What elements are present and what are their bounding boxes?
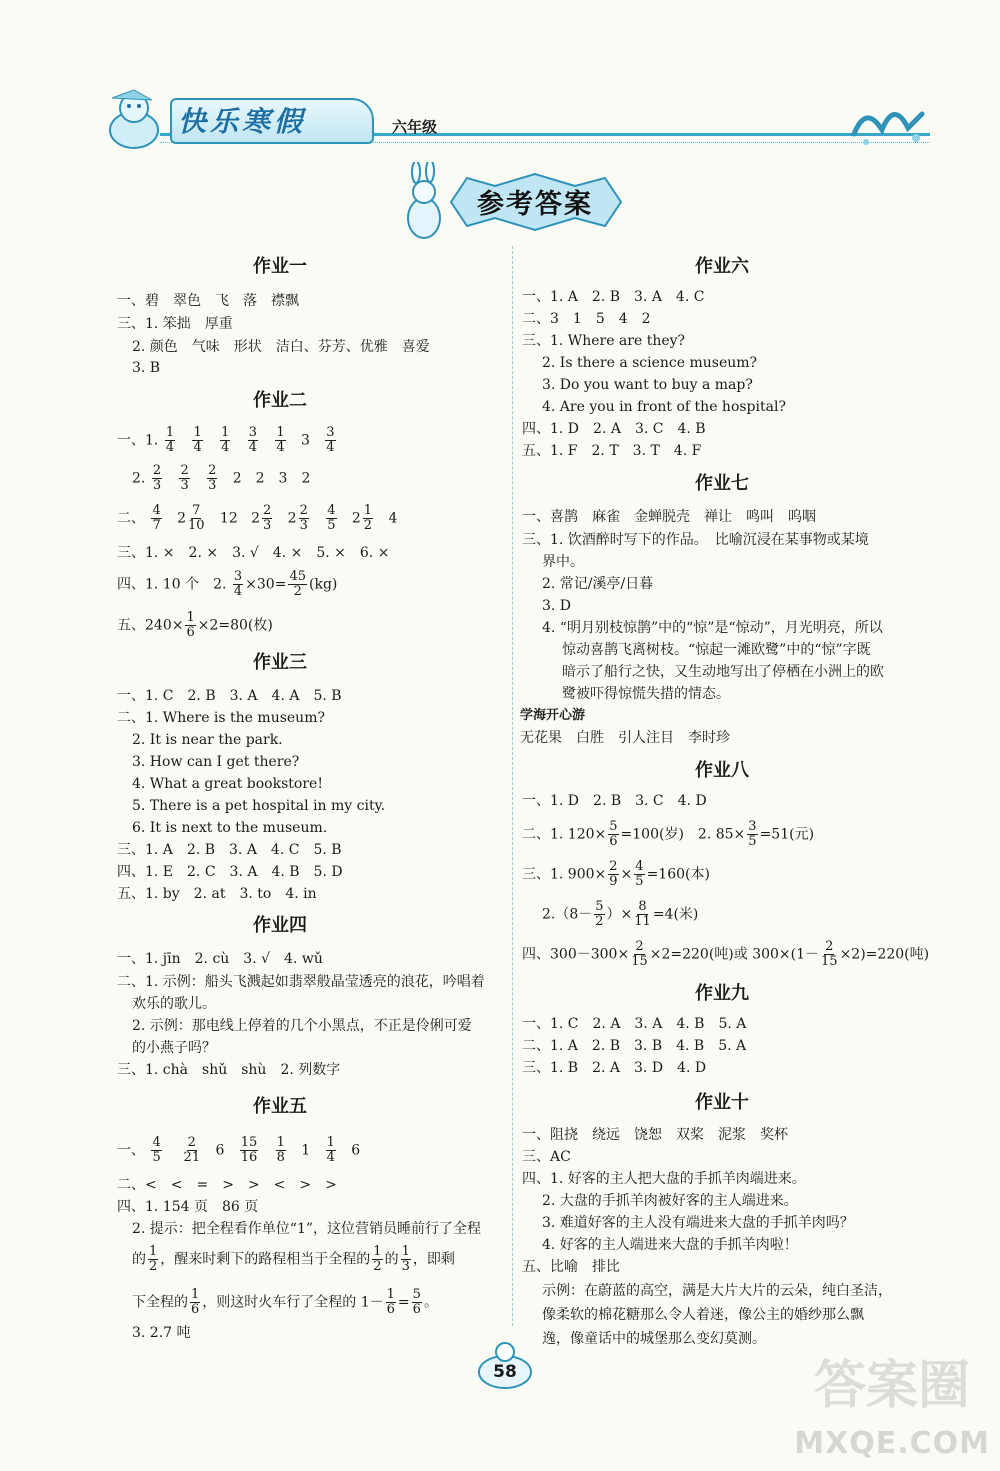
hw4-line5: 的小燕子吗？: [132, 1040, 216, 1056]
hw2-row1-value: 3: [301, 432, 310, 449]
hw9-line2: 二、1. A 2. B 3. B 4. B 5. A: [522, 1038, 747, 1054]
hw7-line8: 暗示了船行之快，又生动地写出了停栖在小洲上的欧: [562, 664, 884, 680]
hw5-row1: [117, 1136, 360, 1165]
hw5-line7: 3. 2.7 吨: [132, 1325, 191, 1341]
hw4-line2: 二、1. 示例：船头飞溅起如翡翠般晶莹透亮的浪花，吟唱着: [117, 974, 485, 990]
hw2-row1-prefix: 一、1.: [117, 432, 159, 449]
text: 。: [423, 1294, 438, 1311]
hw3-line10: 五、1. by 2. at 3. to 4. in: [117, 886, 317, 902]
hw10-line3: 四、1. 好客的主人把大盘的手抓羊肉端进来。: [522, 1171, 806, 1187]
hw6-line7: 四、1. D 2. A 3. C 4. B: [522, 421, 706, 437]
text: ×: [620, 866, 633, 883]
hw5-line3: 四、1. 154 页 86 页: [117, 1199, 259, 1215]
fraction: $\frac{3}{4}$: [326, 425, 335, 455]
mixed-whole: 2: [351, 510, 361, 527]
hw7-line6: 4. “明月别枝惊鹊”中的“惊”是“惊动”，月光明亮，所以: [542, 620, 883, 636]
hw2-row6-prefix: 五、240×: [117, 617, 184, 634]
right-column: [512, 0, 1000, 1471]
grade-label: 六年级: [392, 118, 438, 136]
hw2-row1: [117, 426, 338, 455]
hw6-line4: 2. Is there a science museum?: [542, 355, 758, 371]
hw3-line6: 5. There is a pet hospital in my city.: [132, 798, 386, 814]
page-title: 参考答案: [477, 189, 593, 220]
hw6-line3: 三、1. Where are they?: [522, 333, 686, 349]
sub-heading: 学海开心游: [520, 708, 586, 723]
fraction: $\frac{2}{15}$: [821, 939, 838, 969]
hw2-row5-mid: ×30=: [245, 576, 287, 593]
fraction: $\frac{1}{4}$: [276, 425, 285, 455]
fraction: $\frac{2}{21}$: [183, 1135, 201, 1165]
hw5-line2: 二、< < = > > < > >: [117, 1177, 337, 1193]
text: =: [397, 1294, 410, 1311]
hw3-line2: 二、1. Where is the museum?: [117, 710, 325, 726]
fraction: $\frac{3}{4}$: [233, 569, 243, 599]
hw7-line2: 三、1. 饮酒醉时写下的作品。 比喻沉浸在某事物或某境: [522, 532, 869, 548]
text: =100(岁) 2. 85×: [620, 826, 746, 843]
text: 的: [132, 1251, 146, 1268]
hw10-line9: 像柔软的棉花糖那么令人着迷，像公主的婚纱那么飘: [542, 1307, 864, 1323]
hw5-line5: [132, 1245, 455, 1274]
hw7-line1: 一、喜鹊 麻雀 金蝉脱壳 禅让 鸣叫 呜咽: [522, 509, 816, 525]
hw8-line3: [522, 860, 710, 889]
hw2-row6: [117, 611, 273, 640]
hw5-line4: 2. 提示：把全程看作单位“1”，这位营销员睡前行了全程: [132, 1221, 482, 1237]
fraction: $\frac{5}{2}$: [595, 899, 604, 929]
fraction: $\frac{7}{10}$: [188, 503, 205, 533]
fraction: $\frac{2}{3}$: [208, 463, 217, 493]
watermark-url: MXQE.COM: [794, 1426, 990, 1461]
hw3-line8: 三、1. A 2. B 3. A 4. C 5. B: [117, 842, 342, 858]
hw2-row2-values: 2 2 3 2: [232, 470, 311, 487]
heading-hw5: 作业五: [253, 1096, 307, 1117]
hw7-line10: 无花果 白胜 引人注目 李时珍: [520, 730, 730, 746]
text: =51(元): [759, 826, 815, 843]
text: ）×: [606, 906, 633, 923]
hw1-line4: 3. B: [132, 360, 161, 376]
fraction: $\frac{1}{2}$: [149, 1244, 158, 1274]
fraction: $\frac{4}{5}$: [152, 1135, 161, 1165]
whole-number: 6: [351, 1142, 361, 1159]
heading-hw1: 作业一: [253, 256, 307, 277]
fraction: $\frac{4}{5}$: [327, 503, 336, 533]
hw6-line5: 3. Do you want to buy a map?: [542, 377, 753, 393]
text: ×2)=220(吨): [839, 946, 930, 963]
hw2-row3-prefix: 二、: [117, 510, 145, 527]
hw1-line2: 三、1. 笨拙 厚重: [117, 316, 233, 332]
hw2-row5-prefix: 四、1. 10 个 2.: [117, 576, 227, 593]
fraction: $\frac{2}{9}$: [609, 859, 618, 889]
hw10-line2: 三、AC: [522, 1149, 571, 1165]
text: 二、1. 120×: [522, 826, 607, 843]
fraction: $\frac{1}{4}$: [193, 425, 202, 455]
fraction: $\frac{2}{15}$: [631, 939, 648, 969]
text: 三、1. 900×: [522, 866, 607, 883]
hw2-row5-tail: (kg): [309, 576, 338, 593]
fraction: $\frac{1}{6}$: [386, 1287, 395, 1317]
page-number: 58: [493, 1362, 517, 1382]
banner-title: 快乐寒假: [178, 105, 307, 138]
hw10-line5: 3. 难道好客的主人没有端进来大盘的手抓羊肉吗？: [542, 1215, 854, 1231]
fraction: $\frac{2}{3}$: [263, 503, 272, 533]
hw8-line4: [542, 900, 698, 929]
mixed-whole: 2: [287, 510, 297, 527]
whole-number: 4: [388, 510, 398, 527]
hw3-line9: 四、1. E 2. C 3. A 4. B 5. D: [117, 864, 343, 880]
fraction: $\frac{2}{3}$: [180, 463, 189, 493]
text: 四、300－300×: [522, 946, 630, 963]
heading-hw10: 作业十: [695, 1092, 749, 1113]
hw10-line4: 2. 大盘的手抓羊肉被好客的主人端进来。: [542, 1193, 798, 1209]
fraction: $\frac{2}{3}$: [152, 463, 162, 493]
hw10-line6: 4. 好客的主人端进来大盘的手抓羊肉啦！: [542, 1237, 798, 1253]
hw2-row3: [117, 504, 397, 533]
hw3-line1: 一、1. C 2. B 3. A 4. A 5. B: [117, 688, 342, 704]
text: =160(本): [646, 866, 710, 883]
fraction: $\frac{3}{5}$: [748, 819, 757, 849]
text: ×2=220(吨)或 300×(1－: [649, 946, 820, 963]
fraction: $\frac{2}{3}$: [299, 503, 308, 533]
hw10-line10: 逸，像童话中的城堡那么变幻莫测。: [542, 1331, 766, 1347]
hw3-line4: 3. How can I get there?: [132, 754, 300, 770]
watermark: [700, 1343, 990, 1463]
text: =4(米): [652, 906, 699, 923]
hw7-line9: 鹭被吓得惊慌失措的情态。: [562, 686, 730, 702]
hw3-line5: 4. What a great bookstore!: [132, 776, 323, 792]
mixed-whole: 2: [251, 510, 261, 527]
heading-hw9: 作业九: [695, 983, 749, 1004]
hw2-row5: [117, 570, 337, 599]
text: ，则这时火车行了全程的 1－: [202, 1294, 384, 1311]
text: 下全程的: [132, 1294, 188, 1311]
heading-hw6: 作业六: [695, 256, 749, 277]
heading-hw7: 作业七: [695, 473, 749, 494]
mixed-whole: 2: [177, 510, 187, 527]
fraction: $\frac{1}{2}$: [373, 1244, 382, 1274]
hw10-line7: 五、比喻 排比: [522, 1259, 620, 1275]
hw1-line3: 2. 颜色 气味 形状 洁白、芬芳、优雅 喜爱: [132, 339, 430, 355]
hw2-row2: [132, 464, 310, 493]
page-number-badge: [470, 1340, 540, 1390]
hw9-line1: 一、1. C 2. A 3. A 4. B 5. A: [522, 1016, 747, 1032]
hw4-line1: 一、1. jīn 2. cù 3. √ 4. wǔ: [117, 951, 323, 967]
hw1-line1: 一、碧 翠色 飞 落 襟飘: [117, 293, 299, 309]
fraction: $\frac{1}{4}$: [326, 1135, 335, 1165]
heading-hw3: 作业三: [253, 652, 307, 673]
fraction: $\frac{1}{3}$: [401, 1244, 410, 1274]
hw9-line3: 三、1. B 2. A 3. D 4. D: [522, 1060, 707, 1076]
hw8-line2: [522, 820, 814, 849]
hw3-line3: 2. It is near the park.: [132, 732, 283, 748]
hw6-line6: 4. Are you in front of the hospital?: [542, 399, 786, 415]
hw2-row2-prefix: 2.: [132, 470, 146, 487]
whole-number: 1: [301, 1142, 311, 1159]
fraction: $\frac{1}{6}$: [191, 1287, 200, 1317]
hw2-row6-tail: ×2=80(枚): [197, 617, 273, 634]
whole-number: 6: [215, 1142, 225, 1159]
hw7-line7: 惊动喜鹊飞离树枝。“惊起一滩欧鹭”中的“惊”字既: [562, 642, 871, 658]
fraction: $\frac{15}{16}$: [240, 1135, 258, 1165]
fraction: $\frac{4}{7}$: [152, 503, 161, 533]
fraction: $\frac{4}{5}$: [635, 859, 644, 889]
hw6-line8: 五、1. F 2. T 3. T 4. F: [522, 443, 702, 459]
text: ，即剩: [412, 1251, 455, 1268]
fraction: $\frac{45}{2}$: [289, 569, 306, 599]
hw7-line3: 界中。: [542, 554, 584, 570]
hw7-line4: 2. 常记/溪亭/日暮: [542, 576, 654, 592]
fraction: $\frac{8}{11}$: [634, 899, 651, 929]
fraction: $\frac{1}{4}$: [165, 425, 175, 455]
hw8-line5: [522, 940, 929, 969]
hw7-line5: 3. D: [542, 598, 572, 614]
hw8-line1: 一、1. D 2. B 3. C 4. D: [522, 793, 707, 809]
text: 的: [384, 1251, 399, 1268]
heading-hw8: 作业八: [695, 760, 749, 781]
heading-hw2: 作业二: [253, 390, 307, 411]
fraction: $\frac{3}{4}$: [248, 425, 258, 455]
heading-hw4: 作业四: [253, 915, 307, 936]
text: ，醒来时剩下的路程相当于全程的: [160, 1251, 371, 1268]
hw6-line1: 一、1. A 2. B 3. A 4. C: [522, 289, 705, 305]
hw10-line8: 示例：在蔚蓝的高空，满是大片大片的云朵，纯白圣洁，: [542, 1283, 892, 1299]
hw3-line7: 6. It is next to the museum.: [132, 820, 328, 836]
fraction: $\frac{1}{4}$: [221, 425, 230, 455]
fraction: $\frac{1}{2}$: [363, 503, 373, 533]
hw2-row4: 三、1. × 2. × 3. √ 4. × 5. × 6. ×: [117, 545, 390, 561]
whole-number: 12: [219, 510, 238, 527]
hw5-row1-prefix: 一、: [117, 1142, 145, 1159]
hw10-line1: 一、阻挠 绕远 饶恕 双桨 泥浆 奖杯: [522, 1127, 788, 1143]
fraction: $\frac{5}{6}$: [609, 819, 618, 849]
hw6-line2: 二、3 1 5 4 2: [522, 311, 651, 327]
text: 2.（8－: [542, 906, 593, 923]
hw5-line6: [132, 1288, 438, 1317]
hw4-line3: 欢乐的歌儿。: [132, 996, 216, 1012]
hw4-line6: 三、1. chà shǔ shù 2. 列数字: [117, 1062, 341, 1078]
fraction: $\frac{1}{8}$: [276, 1135, 285, 1165]
fraction: $\frac{5}{6}$: [412, 1287, 421, 1317]
fraction: $\frac{1}{6}$: [186, 610, 195, 640]
watermark-logo: 答案圈: [813, 1356, 970, 1416]
hw4-line4: 2. 示例：那电线上停着的几个小黑点，不正是伶俐可爱: [132, 1018, 472, 1034]
